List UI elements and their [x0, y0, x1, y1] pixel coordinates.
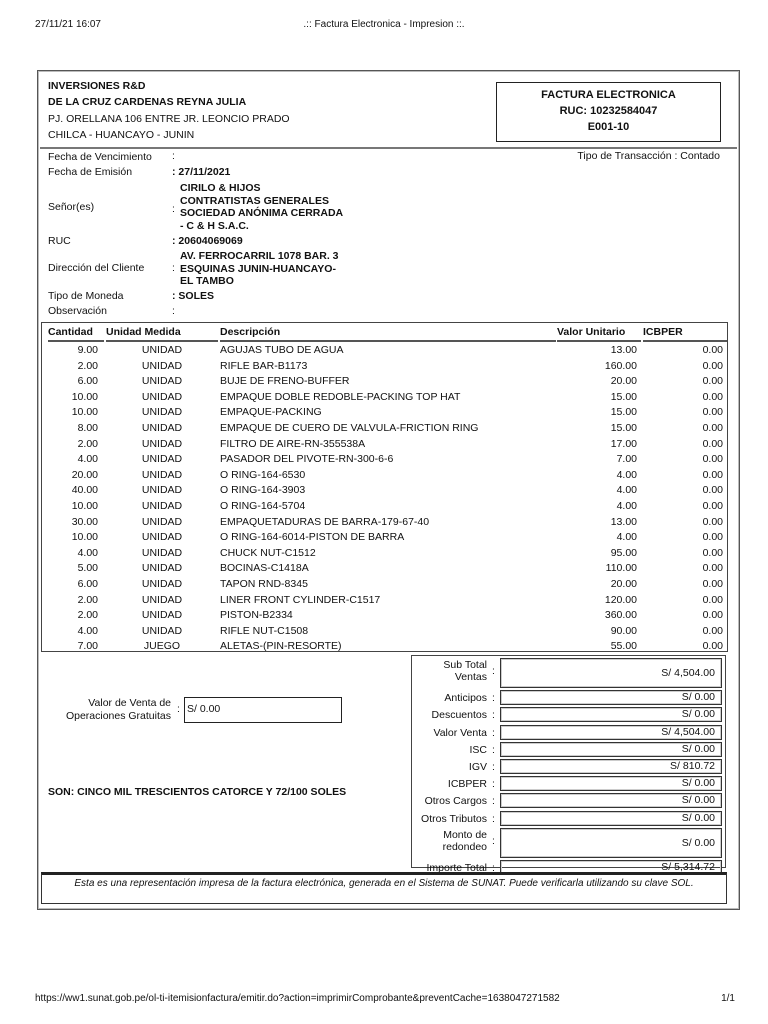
cell-valor-unitario: 17.00	[610, 437, 637, 450]
total-value: S/ 4,504.00	[500, 658, 722, 688]
cell-descripcion: AGUJAS TUBO DE AGUA	[220, 344, 344, 356]
cell-icbper: 0.00	[702, 609, 723, 622]
total-value: S/ 5,314.72	[500, 860, 722, 875]
cell-cantidad: 10.00	[71, 390, 98, 403]
cell-icbper: 0.00	[702, 375, 723, 388]
table-row	[42, 499, 727, 515]
observacion-label: Observación	[48, 305, 107, 317]
cell-descripcion: O RING-164-3903	[220, 484, 306, 497]
table-row	[42, 483, 727, 499]
cell-unidad: UNIDAD	[141, 437, 183, 450]
cell-unidad: UNIDAD	[141, 500, 183, 512]
table-row	[42, 421, 727, 437]
amount-in-words: SON: CINCO MIL TRESCIENTOS CATORCE Y 72/100 SOLES	[48, 786, 347, 798]
totals-box	[411, 655, 726, 874]
cell-descripcion: TAPON RND-8345	[220, 578, 308, 590]
summary-left	[41, 655, 407, 868]
total-label: ICBPER	[447, 778, 487, 791]
cell-descripcion: RIFLE BAR-B1173	[220, 359, 308, 372]
cell-descripcion: EMPAQUE-PACKING	[220, 406, 322, 419]
total-value: S/ 0.00	[500, 742, 722, 757]
cell-unidad: UNIDAD	[141, 375, 183, 388]
total-value: S/ 0.00	[500, 690, 722, 705]
client-address-line: AV. FERROCARRIL 1078 BAR. 3	[180, 250, 339, 262]
table-row	[42, 561, 727, 577]
cell-icbper: 0.00	[702, 484, 723, 497]
cell-icbper: 0.00	[702, 515, 723, 528]
colon: :	[492, 761, 495, 773]
total-value: S/ 810.72	[500, 759, 722, 774]
cell-descripcion: EMPAQUE DOBLE REDOBLE-PACKING TOP HAT	[220, 390, 461, 403]
cell-cantidad: 10.00	[71, 406, 98, 419]
cell-valor-unitario: 20.00	[610, 375, 637, 388]
colon: :	[492, 709, 495, 722]
cell-unidad: UNIDAD	[141, 344, 183, 356]
cell-valor-unitario: 160.00	[604, 359, 637, 372]
cell-valor-unitario: 15.00	[610, 390, 637, 403]
table-row	[42, 530, 727, 546]
table-row	[42, 343, 727, 359]
cell-valor-unitario: 15.00	[610, 406, 637, 419]
header-valor-unitario: Valor Unitario	[557, 326, 641, 342]
total-label: Valor Venta	[433, 726, 487, 739]
emision-date: 27/11/2021	[178, 166, 231, 178]
cell-descripcion: O RING-164-5704	[220, 500, 306, 512]
cell-cantidad: 20.00	[71, 468, 98, 481]
table-row	[42, 390, 727, 406]
cell-valor-unitario: 15.00	[610, 422, 637, 434]
cell-cantidad: 2.00	[77, 437, 98, 450]
gratuitas-label-line: Valor de Venta de	[88, 697, 171, 709]
cell-cantidad: 8.00	[77, 422, 98, 434]
total-label: Sub Total Ventas	[443, 659, 487, 683]
client-name-line: - C & H S.A.C.	[180, 219, 249, 232]
cell-valor-unitario: 4.00	[616, 484, 637, 497]
colon: :	[172, 290, 179, 302]
total-label: IGV	[468, 761, 487, 773]
cell-icbper: 0.00	[702, 422, 723, 434]
cell-cantidad: 4.00	[77, 546, 98, 559]
cell-unidad: UNIDAD	[141, 624, 183, 637]
cell-valor-unitario: 7.00	[616, 453, 637, 466]
cell-cantidad: 6.00	[77, 375, 98, 388]
venc-label: Fecha de Vencimiento	[48, 151, 152, 163]
emisor-owner: DE LA CRUZ CARDENAS REYNA JULIA	[48, 96, 247, 108]
client-name	[180, 182, 343, 232]
ruc-label: RUC	[48, 235, 71, 247]
moneda	[172, 290, 214, 302]
cell-valor-unitario: 13.00	[610, 344, 637, 356]
print-url: https://ww1.sunat.gob.pe/ol-ti-itemisionfactura/emitir.do?action=imprimirComprobante&preventCache=1638047271582	[35, 993, 560, 1004]
cell-unidad: UNIDAD	[141, 468, 183, 481]
cell-cantidad: 30.00	[71, 515, 98, 528]
cell-descripcion: O RING-164-6014-PISTON DE BARRA	[220, 531, 405, 544]
total-value: S/ 4,504.00	[500, 725, 722, 740]
cell-descripcion: LINER FRONT CYLINDER-C1517	[220, 593, 381, 606]
print-title: .:: Factura Electronica - Impresion ::.	[303, 19, 465, 30]
gratuitas-label-line: Operaciones Gratuitas	[65, 710, 171, 722]
gratuitas-value: S/ 0.00	[184, 697, 342, 723]
table-row	[42, 577, 727, 593]
cell-valor-unitario: 4.00	[616, 531, 637, 544]
cell-descripcion: O RING-164-6530	[220, 468, 306, 481]
total-label: Anticipos	[444, 692, 487, 705]
table-row	[42, 374, 727, 390]
table-row	[42, 608, 727, 624]
colon: :	[172, 262, 175, 274]
cell-valor-unitario: 120.00	[604, 593, 637, 606]
table-row	[42, 639, 727, 655]
total-value: S/ 0.00	[500, 707, 722, 722]
total-label: Importe Total	[426, 862, 487, 874]
colon: :	[172, 203, 175, 215]
cell-valor-unitario: 90.00	[610, 624, 637, 637]
client-name-line: CONTRATISTAS GENERALES	[180, 194, 329, 207]
total-label: Otros Cargos	[424, 795, 487, 808]
cell-icbper: 0.00	[702, 344, 723, 356]
cell-descripcion: FILTRO DE AIRE-RN-355538A	[220, 437, 366, 450]
cell-unidad: UNIDAD	[141, 406, 183, 419]
cell-cantidad: 2.00	[77, 359, 98, 372]
document-ruc: RUC: 10232584047	[559, 105, 658, 117]
cell-unidad: UNIDAD	[141, 593, 183, 606]
table-row	[42, 624, 727, 640]
cell-icbper: 0.00	[702, 437, 723, 450]
transaction-type: Tipo de Transacción : Contado	[577, 150, 720, 162]
cell-valor-unitario: 95.00	[610, 546, 637, 559]
cell-icbper: 0.00	[702, 546, 723, 559]
cell-icbper: 0.00	[702, 562, 723, 575]
colon: :	[172, 150, 175, 162]
cell-descripcion: PISTON-B2334	[220, 609, 293, 622]
cell-icbper: 0.00	[702, 640, 723, 653]
cell-cantidad: 9.00	[77, 344, 98, 356]
cell-valor-unitario: 20.00	[610, 578, 637, 590]
cell-unidad: UNIDAD	[141, 609, 183, 622]
header-unidad: Unidad Medida	[106, 326, 218, 342]
cell-unidad: UNIDAD	[141, 546, 183, 559]
cell-cantidad: 5.00	[77, 562, 98, 575]
cell-icbper: 0.00	[702, 359, 723, 372]
sunat-disclaimer: Esta es una representación impresa de la factura electrónica, generada en el Sistema de SUNAT. Puede verificarla utilizando su clave SOL.	[41, 872, 727, 904]
emision-label: Fecha de Emisión	[48, 166, 133, 178]
print-page: 1/1	[721, 993, 735, 1004]
client-ruc	[172, 235, 243, 247]
cell-descripcion: RIFLE NUT-C1508	[220, 624, 309, 637]
document-number: E001-10	[587, 121, 630, 133]
header-descripcion: Descripción	[220, 326, 556, 342]
cell-cantidad: 10.00	[71, 531, 98, 544]
cell-descripcion: EMPAQUE DE CUERO DE VALVULA-FRICTION RING	[220, 422, 479, 434]
colon: :	[172, 235, 179, 247]
cell-icbper: 0.00	[702, 453, 723, 466]
total-value: S/ 0.00	[500, 828, 722, 858]
print-datetime: 27/11/21 16:07	[35, 19, 101, 30]
client-address-line: EL TAMBO	[180, 275, 234, 287]
cell-icbper: 0.00	[702, 500, 723, 512]
colon: :	[492, 665, 495, 677]
client-name-line: SOCIEDAD ANÓNIMA CERRADA	[180, 207, 344, 219]
cell-valor-unitario: 360.00	[604, 609, 637, 622]
table-row	[42, 452, 727, 468]
client-ruc-value: 20604069069	[178, 235, 243, 247]
gratuitas-label	[66, 697, 171, 723]
total-label: Otros Tributos	[421, 812, 487, 825]
cell-descripcion: CHUCK NUT-C1512	[220, 546, 316, 559]
moneda-label: Tipo de Moneda	[48, 290, 124, 302]
table-row	[42, 468, 727, 484]
total-label: Descuentos	[431, 709, 487, 722]
table-row	[42, 515, 727, 531]
client-address-line: ESQUINAS JUNIN-HUANCAYO-	[180, 262, 336, 275]
colon: :	[492, 726, 495, 739]
client-address	[180, 250, 339, 288]
cell-descripcion: BOCINAS-C1418A	[220, 562, 309, 575]
total-value: S/ 0.00	[500, 811, 722, 826]
cell-cantidad: 2.00	[77, 609, 98, 622]
senor-label: Señor(es)	[48, 201, 95, 213]
header-cantidad: Cantidad	[48, 326, 104, 342]
cell-unidad: UNIDAD	[141, 562, 183, 575]
cell-valor-unitario: 55.00	[610, 640, 637, 653]
emisor-location: CHILCA - HUANCAYO - JUNIN	[48, 129, 195, 141]
cell-cantidad: 40.00	[71, 484, 98, 497]
header-icbper: ICBPER	[643, 326, 727, 342]
client-name-line: CIRILO & HIJOS	[180, 182, 261, 194]
moneda-value: SOLES	[178, 290, 215, 302]
total-label: ISC	[469, 743, 487, 756]
cell-icbper: 0.00	[702, 406, 723, 419]
cell-valor-unitario: 4.00	[616, 468, 637, 481]
cell-icbper: 0.00	[702, 468, 723, 481]
colon: :	[492, 692, 495, 705]
total-value: S/ 0.00	[500, 776, 722, 791]
table-row	[42, 546, 727, 562]
colon: :	[492, 795, 495, 808]
cell-unidad: UNIDAD	[141, 390, 183, 403]
divider	[40, 147, 737, 149]
cell-cantidad: 4.00	[77, 624, 98, 637]
colon: :	[492, 743, 495, 756]
cell-unidad: UNIDAD	[141, 422, 183, 434]
cell-valor-unitario: 13.00	[610, 515, 637, 528]
total-label: Monto de redondeo	[442, 828, 487, 853]
items-table	[41, 322, 728, 652]
cell-descripcion: EMPAQUETADURAS DE BARRA-179-67-40	[220, 515, 430, 528]
cell-descripcion: ALETAS-(PIN-RESORTE)	[220, 640, 342, 653]
document-box	[496, 82, 721, 142]
cell-cantidad: 2.00	[77, 593, 98, 606]
cell-unidad: UNIDAD	[141, 531, 183, 544]
colon: :	[492, 778, 495, 791]
colon: :	[172, 166, 179, 178]
table-row	[42, 437, 727, 453]
emision-value	[172, 166, 230, 178]
emisor-address: PJ. ORELLANA 106 ENTRE JR. LEONCIO PRADO	[48, 113, 290, 125]
total-value: S/ 0.00	[500, 793, 722, 808]
cell-cantidad: 10.00	[71, 500, 98, 512]
cell-descripcion: PASADOR DEL PIVOTE-RN-300-6-6	[220, 453, 394, 466]
document-type: FACTURA ELECTRONICA	[541, 89, 676, 101]
colon: :	[492, 834, 495, 847]
colon: :	[177, 703, 180, 715]
cell-cantidad: 7.00	[77, 640, 98, 653]
colon: :	[492, 862, 495, 874]
colon: :	[492, 812, 495, 825]
table-row	[42, 359, 727, 375]
cell-unidad: UNIDAD	[141, 359, 183, 372]
cell-icbper: 0.00	[702, 593, 723, 606]
table-row	[42, 593, 727, 609]
cell-valor-unitario: 110.00	[605, 562, 637, 575]
cell-cantidad: 4.00	[77, 453, 98, 466]
cell-valor-unitario: 4.00	[616, 500, 637, 512]
cell-icbper: 0.00	[702, 624, 723, 637]
cell-icbper: 0.00	[702, 578, 723, 590]
table-row	[42, 405, 727, 421]
cell-icbper: 0.00	[702, 531, 723, 544]
cell-unidad: JUEGO	[143, 640, 181, 653]
direccion-label: Dirección del Cliente	[48, 262, 145, 274]
cell-unidad: UNIDAD	[141, 453, 183, 466]
cell-unidad: UNIDAD	[141, 515, 183, 528]
cell-descripcion: BUJE DE FRENO-BUFFER	[220, 375, 350, 388]
cell-cantidad: 6.00	[77, 578, 98, 590]
colon: :	[172, 305, 175, 317]
cell-unidad: UNIDAD	[141, 578, 183, 590]
cell-icbper: 0.00	[702, 390, 723, 403]
emisor-name: INVERSIONES R&D	[48, 80, 146, 92]
cell-unidad: UNIDAD	[141, 484, 183, 497]
